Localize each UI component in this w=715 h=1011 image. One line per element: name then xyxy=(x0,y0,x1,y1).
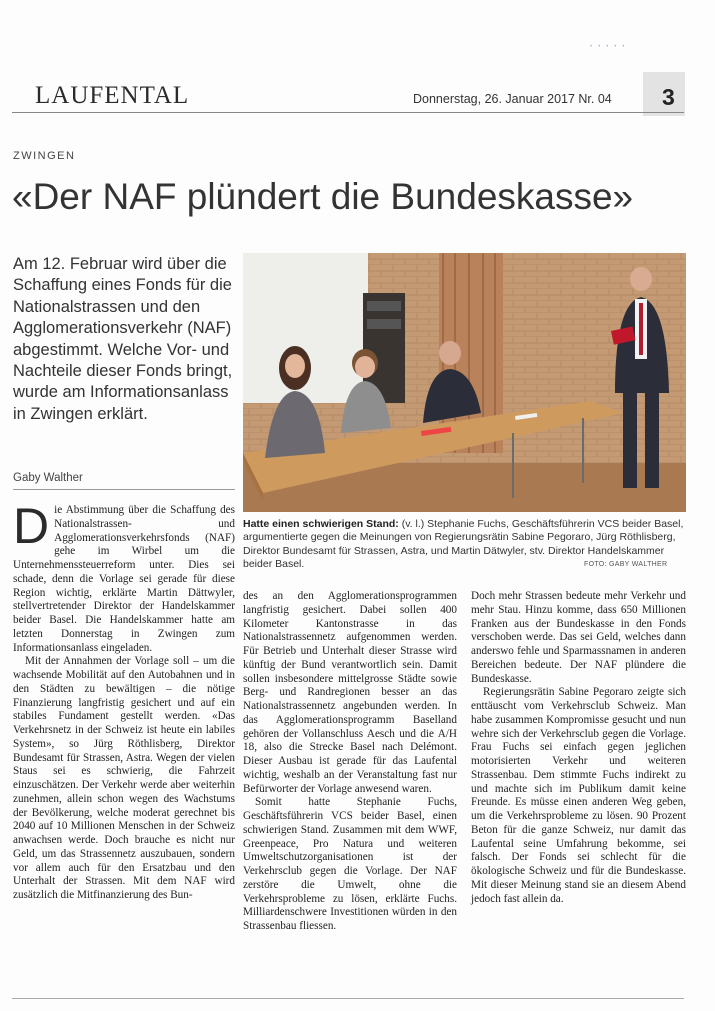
drop-cap: D xyxy=(13,498,50,554)
body-column-2 xyxy=(243,590,457,934)
article-headline: «Der NAF plündert die Bundeskasse» xyxy=(12,176,634,217)
event-photo-illustration xyxy=(243,253,686,512)
photo-credit: FOTO: GABY WALTHER xyxy=(584,561,668,568)
body-paragraph: Regierungsrätin Sabine Pegoraro zeigte sich enttäuscht vom Verkehrsclub Schweiz. Man habe zusammen Kompromisse gesucht und nun wehre sich der Verkehrsclub gegen die Vorlage. Frau Fuchs sei einfach gegen jeglichen motorisierten Verkehr und weiteren Strassenbau. Dem stimmte Fuchs indirekt zu und machte sich im Publikum damit keine Freunde. Es müsse einen anderen Weg geben, um die Verkehrsprobleme zu lösen. 90 Prozent Beton für die ganze Schweiz, nur damit das Laufental seine Umfahrung bekomme, sei falsch. Der Fonds sei schlecht für die ökologische Schweiz und für die Bundeskasse. Mit dieser Meinung stand sie an diesem Abend jedoch fast allein da. xyxy=(471,686,686,905)
body-paragraph: Somit hatte Stephanie Fuchs, Geschäftsführerin VCS beider Basel, einen schwierigen Stand. Zusammen mit dem WWF, Greenpeace, Pro Natura und weiteren Umweltschutzorganisationen ist der Verkehrsclub gegen die Vorlage. Der NAF zerstöre die Umwelt, ohne die Verkehrsprobleme zu lösen, erklärte Fuchs. Milliardenschwere Investitionen würden in den Strassenbau fliessen. xyxy=(243,796,457,932)
bottom-rule xyxy=(12,998,684,999)
section-name: LAUFENTAL xyxy=(35,82,190,109)
article-lead: Am 12. Februar wird über die Schaffung eines Fonds für die Nationalstrassen und den Agglomerationsverkehr (NAF) abgestimmt. Welche Vor- und Nachteile dieser Fonds bringt, wurde am Informationsanlass in Zwingen erklärt. xyxy=(13,255,233,423)
page-number: 3 xyxy=(662,84,675,110)
article-kicker: ZWINGEN xyxy=(13,150,76,162)
body-column-1 xyxy=(13,498,235,903)
body-paragraph: des an den Agglomerationsprogrammen langfristig gesichert. Dabei sollen 400 Kilometer Kantonstrasse in das Nationalstrassennetz aufgenommen werden. Für Betrieb und Unterhalt dieser Strasse wird künftig der Bund verantwortlich sein. Damit sollen insbesondere mittelgrosse Städte sowie Berg- und Randregionen besser an das Nationalstrassennetz angebunden werden. In das Agglomerationsprogramm Baselland gehören der Vollanschluss Aesch und die A/H 18, also die Strecke Basel nach Delémont. Dieser Ausbau ist gerade für das Laufental wichtig, weshalb an der Veranstaltung fast nur Befürworter der Vorlage anwesend waren. xyxy=(243,590,457,795)
event-photo xyxy=(243,253,686,512)
author-rule xyxy=(13,489,235,490)
article-author: Gaby Walther xyxy=(13,472,83,484)
body-paragraph: Doch mehr Strassen bedeute mehr Verkehr und mehr Stau. Hinzu komme, dass 650 Millionen Franken aus der Bundeskasse in den Fonds verschoben werde. Das sei Geld, welches dann anderswo fehle und Sparmassnamen in anderen Bereichen bedeute. Der NAF plündere die Bundeskasse. xyxy=(471,590,686,685)
header-rule xyxy=(12,112,684,113)
caption-text: (v. l.) Stephanie Fuchs, Geschäftsführerin VCS beider Basel, argumentierte gegen die Meinungen von Regierungsrätin Sabine Pegoraro, Jürg Röthlisberg, Direktor Bundesamt für Strassen, Astra, und Martin Dätwyler, stv. Direktor Handelskammer beider Basel. xyxy=(243,518,684,570)
caption-title: Hatte einen schwierigen Stand: xyxy=(243,518,399,530)
body-column-3 xyxy=(471,590,686,906)
issue-date: Donnerstag, 26. Januar 2017 Nr. 04 xyxy=(413,92,612,106)
body-paragraph: Die Abstimmung über die Schaffung des Nationalstrassen- und Agglomerationsverkehrsfonds (NAF) gehe im Wirbel um die Unternehmenssteuerreform unter. Dies sei schade, denn die Vorlage sei gerade für diese Region wichtig, erklärte Martin Dättwyler, stellvertretender Direktor der Handelskammer beider Basel. Die Handelskammer hatte am letzten Donnerstag in Zwingen zum Informationsanlass eingeladen. xyxy=(13,498,235,654)
registration-dots: ••••• xyxy=(590,44,631,50)
body-paragraph: Mit der Annahmen der Vorlage soll – um die wachsende Mobilität auf den Autobahnen und in den Städten zu bewältigen – die nötige Finanzierung langfristig gesichert und auf ein stabiles Fundament gestellt werden. «Das Verkehrsnetz in der Schweiz ist heute ein labiles System», so Jürg Röthlisberg, Direktor Bundesamt für Strassen, Astra. Wegen der vielen Staus sei es schwierig, die Fahrzeit einzuschätzen. Der Verkehr werde aber weiterhin zunehmen, allein schon wegen des Wachstums der Bevölkerung, welche moderat gerechnet bis 2040 auf 10 Millionen Menschen in der Schweiz anwachsen werde. Doch brauche es nicht nur Geld, um das Strassennetz auszubauen, sondern vor allem auch für den Ersatzbau und den Unterhalt der Strassen. Mit dem NAF wird zusätzlich die Mitfinanzierung des Bun- xyxy=(13,655,235,901)
